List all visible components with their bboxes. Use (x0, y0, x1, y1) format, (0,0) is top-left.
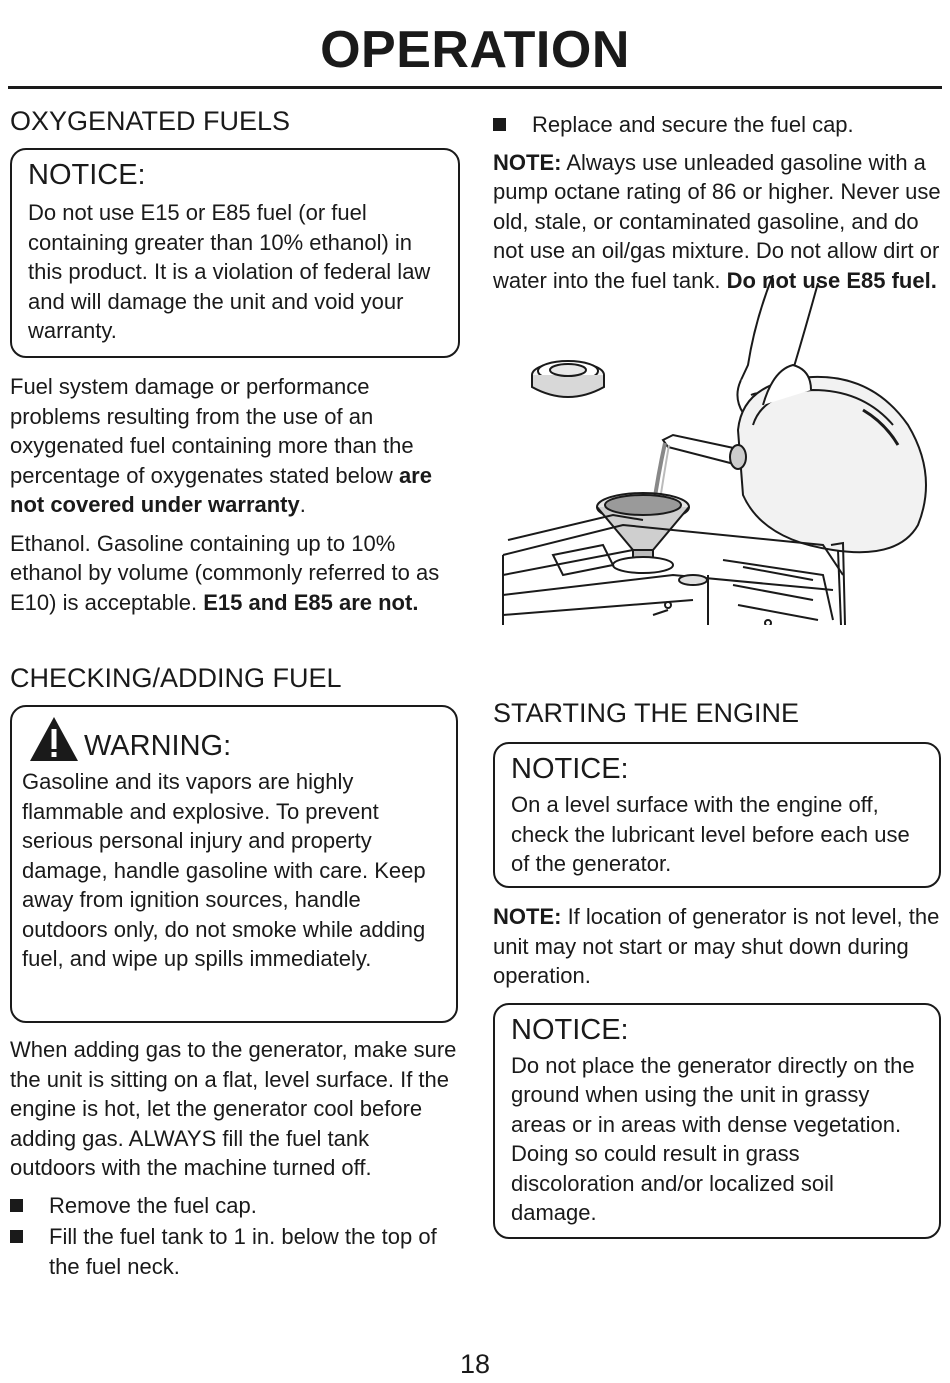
ethanol-bold-text: E15 and E85 are not. (203, 589, 419, 615)
adding-gas-paragraph: When adding gas to the generator, make sure the unit is sitting on a flat, level surface. If the engine is hot, let the generator cool before adding gas. ALWAYS fill the fuel tank outdoors with the machine turned off. (10, 1037, 457, 1180)
lubricant-notice-box (493, 742, 941, 888)
right-column (493, 104, 941, 1239)
notice-text: Do not place the generator directly on the ground when using the unit in grassy areas or in areas with dense vegetation. Doing so could result in grass discoloration and/or localized soil damage. (511, 1052, 915, 1225)
square-bullet-icon (10, 1199, 23, 1212)
notice-text: Do not use E15 or E85 fuel (or fuel containing greater than 10% ethanol) in this product. It is a violation of federal law and will damage the unit and void your warranty. (28, 200, 431, 343)
oxygenated-fuels-heading: OXYGENATED FUELS (10, 106, 291, 136)
fuel-pouring-illustration (493, 275, 933, 625)
square-bullet-icon (10, 1230, 23, 1243)
warning-text: Gasoline and its vapors are highly flammable and explosive. To prevent serious personal injury and property damage, handle gasoline with care. Keep away from ignition sources, handle outdoors only, do not smoke while adding fuel, and wipe up spills immediately. (22, 769, 426, 971)
left-column (10, 104, 460, 1281)
notice-title: NOTICE: (511, 1013, 629, 1046)
note-label: NOTE: (493, 149, 562, 175)
square-bullet-icon (493, 118, 506, 131)
fuel-cap-icon (532, 361, 604, 397)
ethanol-paragraph: Ethanol. Gasoline containing up to 10% ethanol by volume (commonly referred to as E10) is acceptable. E15 and E85 are not. (10, 530, 440, 615)
notice-title: NOTICE: (511, 753, 629, 785)
warranty-bold-text: are not covered under warranty (10, 462, 432, 517)
fuel-note-paragraph: NOTE: Always use unleaded gasoline with a pump octane rating of 86 or higher. Never use old, stale, or contaminated gasoline, and do not use an oil/gas mixture. Do not allow dirt or water into the fuel tank. Do not use E85 fuel. (493, 149, 941, 293)
notice-title: NOTICE: (28, 159, 146, 191)
page-number: 18 (459, 1349, 491, 1379)
checking-fuel-heading: CHECKING/ADDING FUEL (10, 663, 342, 693)
note-label: NOTE: (493, 904, 562, 929)
warranty-paragraph: Fuel system damage or performance problems resulting from the use of an oxygenated fuel containing more than the percentage of oxygenates stated below are not covered under warranty. (10, 374, 432, 517)
bullet-item: Remove the fuel cap. (10, 1191, 440, 1221)
oxygenated-notice-box (10, 148, 460, 358)
ground-notice-box (493, 1003, 941, 1239)
note-bold-text: Do not use E85 fuel. (726, 267, 937, 293)
warning-title-row (22, 715, 446, 763)
starting-engine-heading: STARTING THE ENGINE (493, 698, 800, 728)
level-note-paragraph: NOTE: If location of generator is not level, the unit may not start or may shut down during operation. (493, 904, 940, 988)
page-title: OPERATION (320, 21, 630, 79)
warning-title: WARNING: (84, 730, 232, 762)
bullet-item: Fill the fuel tank to 1 in. below the top of the fuel neck. (10, 1222, 440, 1281)
warning-box (10, 705, 458, 1023)
title-divider (8, 86, 942, 89)
bullet-item: Replace and secure the fuel cap. (493, 110, 941, 140)
warning-triangle-icon (28, 715, 80, 763)
notice-text: On a level surface with the engine off, check the lubricant level before each use of the generator. (511, 792, 910, 876)
gas-can-icon (663, 365, 926, 552)
